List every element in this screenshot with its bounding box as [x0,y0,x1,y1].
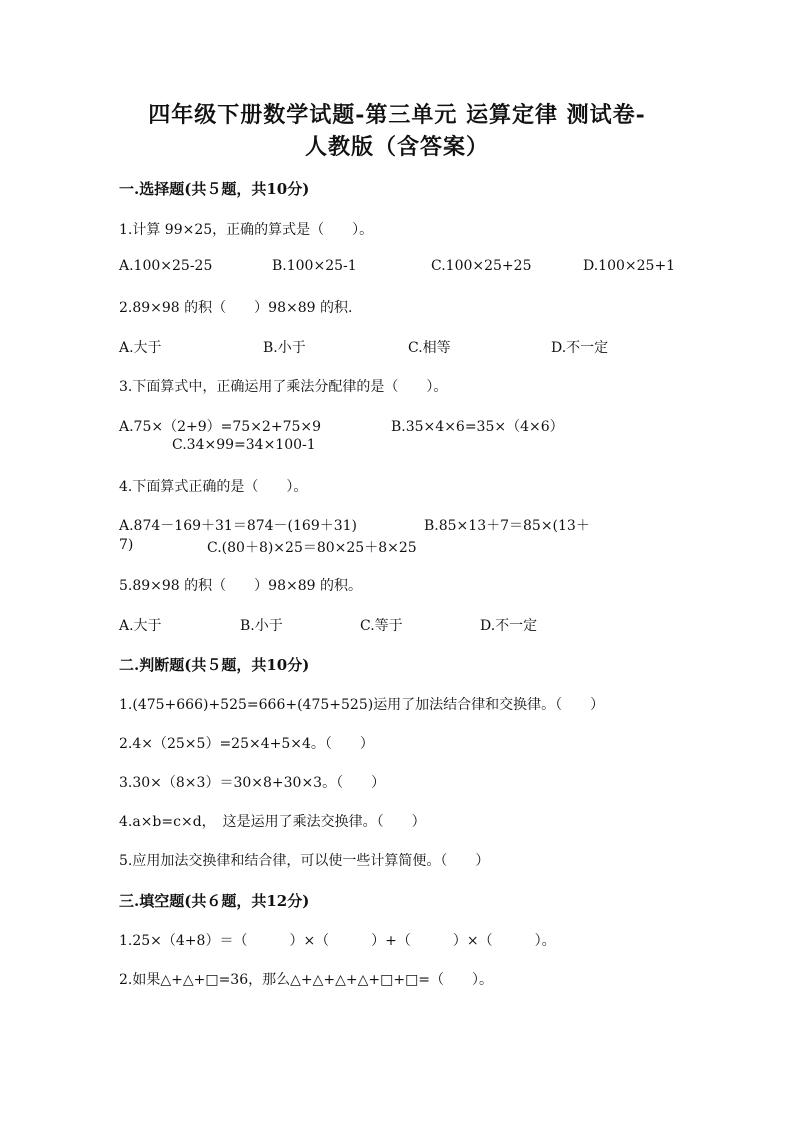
option-a: A.100×25-25 [119,258,213,274]
option-c: C.34×99=34×100-1 [172,437,316,453]
question-stem: 4.下面算式正确的是（ ）。 [119,479,308,495]
question-stem: 2.89×98 的积（ ）98×89 的积. [119,300,353,316]
judgement-item: 1.(475+666)+525=666+(475+525)运用了加法结合律和交换律。（ ） [119,697,605,713]
option-a: A.大于 [119,618,162,634]
option-a: A.75×（2+9）=75×2+75×9 [119,419,322,435]
option-d: D.不一定 [480,618,538,634]
option-c: C.(80＋8)×25＝80×25＋8×25 [207,540,417,556]
question-stem: 3.下面算式中，正确运用了乘法分配律的是（ ）。 [119,379,448,395]
fill-blank-item: 2.如果△+△+□=36，那么△+△+△+△+□+□=（ ）。 [119,972,494,988]
question-stem: 5.89×98 的积（ ）98×89 的积。 [119,578,362,594]
option-a: A.大于 [119,340,162,356]
option-b: B.100×25-1 [272,258,357,274]
option-d: D.100×25+1 [583,258,676,274]
page-title-line2: 人教版（含答案） [304,134,489,160]
judgement-item: 4.a×b=c×d， 这是运用了乘法交换律。（ ） [119,814,426,830]
section-heading-fill-blank: 三.填空题(共６题，共12分) [119,892,310,910]
option-a: A.874－169＋31＝874－(169＋31) [119,518,357,534]
option-c: C.等于 [360,618,403,634]
judgement-item: 3.30×（8×3）＝30×8+30×3。（ ） [119,775,386,791]
option-d: D.不一定 [551,340,609,356]
section-heading-choice: 一.选择题(共５题，共10分) [119,180,310,198]
option-c: C.100×25+25 [431,258,532,274]
page-title-line1: 四年级下册数学试题-第三单元 运算定律 测试卷- [148,102,646,128]
option-b: B.85×13＋7＝85×(13＋ [424,518,590,534]
option-b: B.小于 [263,340,306,356]
judgement-item: 5.应用加法交换律和结合律，可以使一些计算简便。（ ） [119,853,490,869]
section-heading-judgement: 二.判断题(共５题，共10分) [119,656,310,674]
option-c: C.相等 [408,340,451,356]
option-b-continued: 7) [119,537,134,553]
fill-blank-item: 1.25×（4+8）＝（ ）×（ ）+（ ）×（ ）。 [119,933,556,949]
option-b: B.小于 [240,618,283,634]
judgement-item: 2.4×（25×5）=25×4+5×4。（ ） [119,736,374,752]
option-b: B.35×4×6=35×（4×6） [391,419,564,435]
question-stem: 1.计算 99×25，正确的算式是（ ）。 [119,222,374,238]
